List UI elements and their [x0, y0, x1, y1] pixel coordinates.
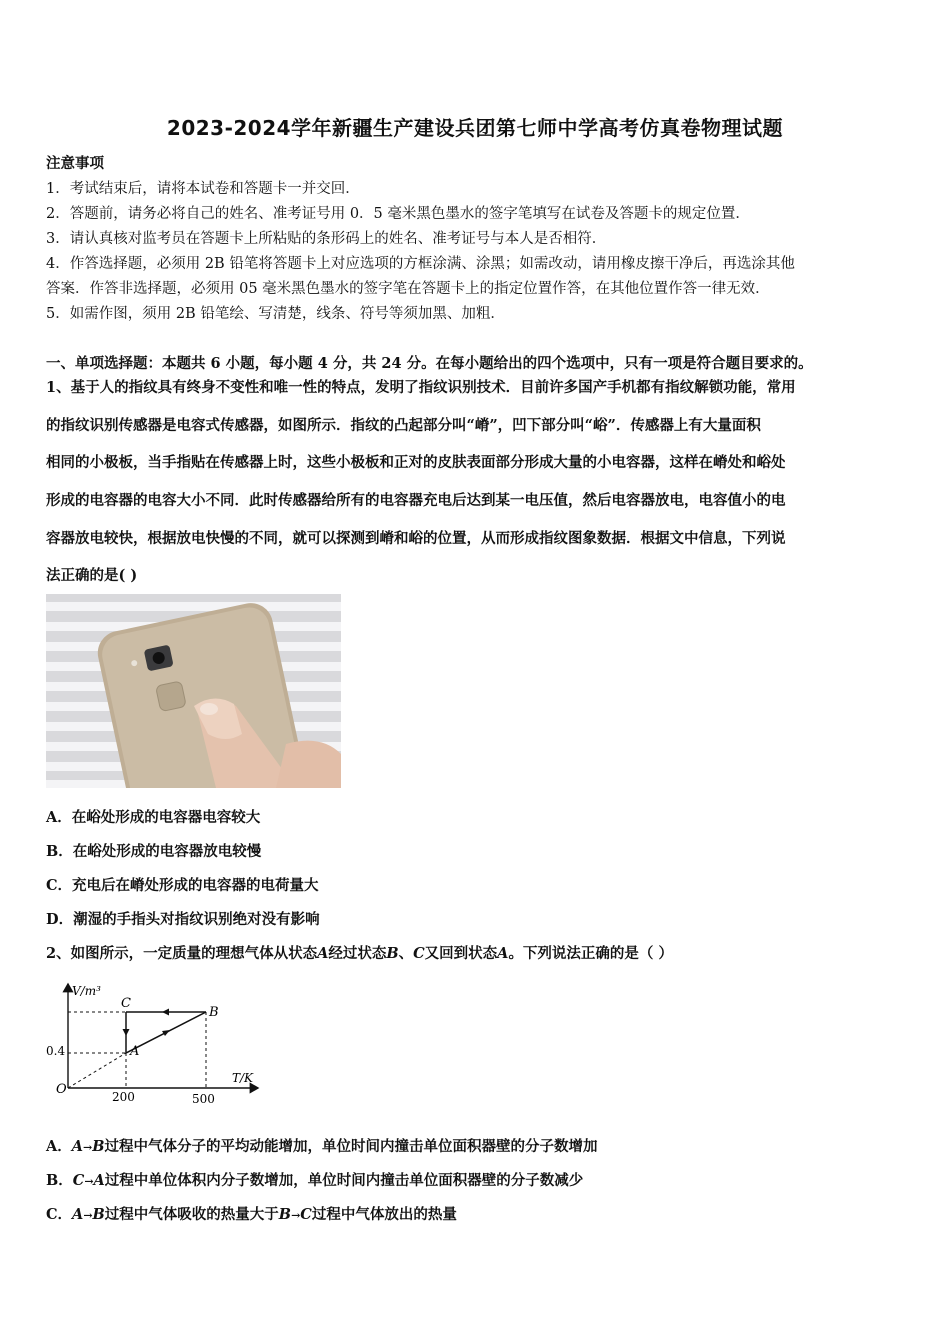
- option-text: 过程中单位体积内分子数增加，单位时间内撞击单位面积器壁的分子数减少: [104, 1172, 584, 1189]
- arrow-icon: [162, 1009, 169, 1016]
- state-symbol: A: [93, 1172, 105, 1189]
- q2-stem-text: 2、如图所示，一定质量的理想气体从状态: [46, 945, 318, 962]
- note-line: 2．答题前，请务必将自己的姓名、准考证号用 0．5 毫米黑色墨水的签字笔填写在试卷及答题卡的规定位置．: [46, 206, 750, 222]
- state-symbol: B: [92, 1206, 105, 1223]
- q2-stem: [46, 942, 673, 963]
- state-symbol: B: [278, 1206, 292, 1223]
- state-symbol: C: [300, 1206, 312, 1223]
- page-title: 2023-2024学年新疆生产建设兵团第七师中学高考仿真卷物理试题: [166, 116, 784, 140]
- q2-stem-text: 、: [398, 945, 414, 962]
- option-text: 过程中气体吸收的热量大于: [104, 1206, 279, 1223]
- state-a-symbol: A: [497, 945, 509, 962]
- option-text: 过程中气体分子的平均动能增加，单位时间内撞击单位面积器壁的分子数增加: [104, 1138, 598, 1155]
- q2-stem-text: 。下列说法正确的是（ ）: [508, 945, 673, 962]
- point-b-label: B: [209, 1005, 219, 1020]
- note-line: 答案．作答非选择题，必须用 05 毫米黑色墨水的签字笔在答题卡上的指定位置作答，在其他位置作答一律无效．: [46, 281, 770, 297]
- extension-line: [68, 1053, 126, 1088]
- state-b-symbol: B: [386, 945, 399, 962]
- arrow-icon: [123, 1029, 130, 1036]
- option-letter: B．: [46, 1172, 73, 1189]
- state-symbol: A: [72, 1206, 84, 1223]
- state-a-symbol: A: [317, 945, 329, 962]
- x-tick-label: 500: [192, 1092, 215, 1104]
- note-line: 4．作答选择题，必须用 2B 铅笔将答题卡上对应选项的方框涂满、涂黑；如需改动，请用橡皮擦干净后，再选涂其他: [46, 256, 795, 272]
- note-line: 3．请认真核对监考员在答题卡上所粘贴的条形码上的姓名、准考证号与本人是否相符．: [46, 231, 607, 247]
- q1-option-a: A．在峪处形成的电容器电容较大: [46, 809, 261, 826]
- q1-text-line: 法正确的是( ): [46, 567, 138, 584]
- state-c-symbol: C: [413, 945, 425, 962]
- section-header: 一、单项选择题：本题共 6 小题，每小题 4 分，共 24 分。在每小题给出的四个选项中，只有一项是符合题目要求的。: [46, 355, 813, 372]
- q1-text-line: 形成的电容器的电容大小不同．此时传感器给所有的电容器充电后达到某一电压值，然后电容器放电，电容值小的电: [46, 492, 786, 509]
- process-arrow: →: [83, 1209, 93, 1222]
- notes-heading: 注意事项: [46, 155, 104, 172]
- q2-option-a: [46, 1135, 598, 1156]
- y-axis-label: V/m³: [72, 984, 101, 998]
- note-line: 5．如需作图，须用 2B 铅笔绘、写清楚，线条、符号等须加黑、加粗．: [46, 306, 505, 322]
- state-symbol: A: [71, 1138, 84, 1155]
- option-letter: C．: [46, 1206, 73, 1223]
- origin-label: O: [56, 1082, 67, 1097]
- q2-option-b: [46, 1169, 583, 1190]
- v-t-graph: [44, 978, 274, 1104]
- q1-text-line: 的指纹识别传感器是电容式传感器，如图所示．指纹的凸起部分叫“嵴”，凹下部分叫“峪”．传感器上有大量面积: [46, 417, 761, 434]
- option-letter: A．: [46, 1138, 72, 1155]
- q2-stem-text: 又回到状态: [424, 945, 498, 962]
- q1-text-line: 1、基于人的指纹具有终身不变性和唯一性的特点，发明了指纹识别技术．目前许多国产手机都有指纹解锁功能，常用: [46, 379, 796, 396]
- state-symbol: C: [72, 1172, 85, 1189]
- x-axis-label: T/K: [232, 1071, 254, 1085]
- fingerprint-phone-photo: [46, 594, 341, 788]
- process-arrow: →: [84, 1175, 94, 1188]
- process-arrow: →: [291, 1209, 301, 1222]
- note-line: 1．考试结束后，请将本试卷和答题卡一并交回．: [46, 181, 360, 197]
- state-symbol: B: [92, 1138, 105, 1155]
- q1-option-c: C．充电后在嵴处形成的电容器的电荷量大: [46, 877, 319, 894]
- y-tick-label: 0.4: [46, 1044, 66, 1058]
- x-tick-label: 200: [112, 1090, 135, 1104]
- point-a-label: A: [130, 1044, 140, 1059]
- q2-stem-text: 经过状态: [328, 945, 387, 962]
- q2-option-c: [46, 1203, 457, 1224]
- point-c-label: C: [121, 996, 131, 1011]
- q1-text-line: 容器放电较快，根据放电快慢的不同，就可以探测到嵴和峪的位置，从而形成指纹图象数据．根据文中信息，下列说: [46, 530, 786, 547]
- q1-option-b: B．在峪处形成的电容器放电较慢: [46, 843, 262, 860]
- q1-text-line: 相同的小极板，当手指贴在传感器上时，这些小极板和正对的皮肤表面部分形成大量的小电容器，这样在嵴处和峪处: [46, 454, 786, 471]
- process-arrow: →: [83, 1141, 93, 1154]
- option-text: 过程中气体放出的热量: [311, 1206, 457, 1223]
- arrow-icon: [162, 1030, 170, 1036]
- q1-option-d: D．潮湿的手指头对指纹识别绝对没有影响: [46, 911, 320, 928]
